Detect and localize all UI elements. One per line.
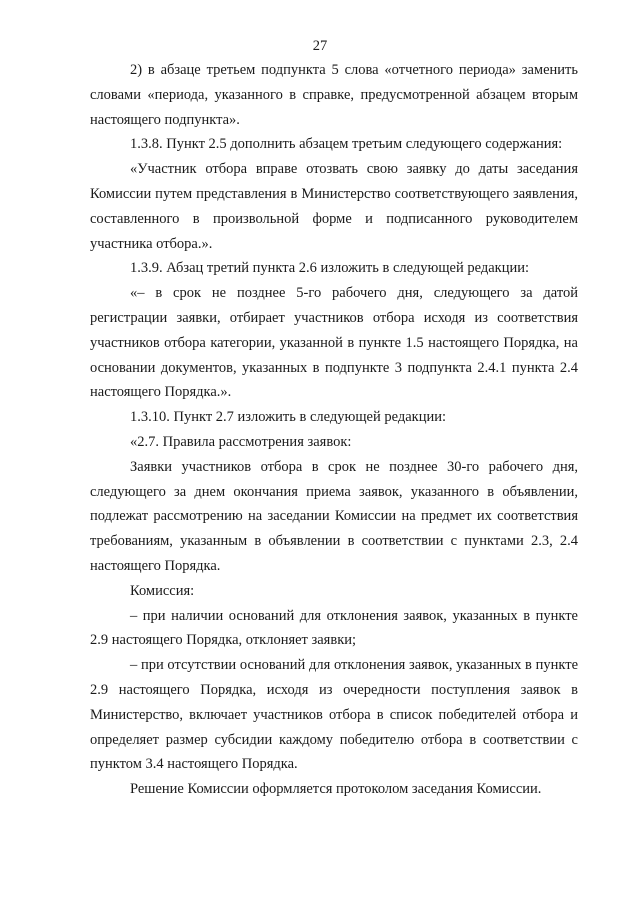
paragraph: 1.3.10. Пункт 2.7 изложить в следующей редакции: (130, 409, 447, 426)
paragraph: «2.7. Правила рассмотрения заявок: (130, 433, 352, 450)
document-body (90, 58, 578, 802)
paragraph: 1.3.9. Абзац третий пункта 2.6 изложить в следующей редакции: (130, 260, 529, 277)
paragraph: «– в срок не позднее 5-го рабочего дня, следующего за датой регистрации заявки, отбирает участников отбора исходя из соответствия участников отбора категории, указанной в пункте 1.5 настоящего Порядка, на основании документов, указанных в подпункте 3 подпункта 2.4.1 пункта 2.4 настоящего Порядка.». (90, 285, 578, 401)
paragraph: 2) в абзаце третьем подпункта 5 слова «отчетного периода» заменить словами «периода, указанного в справке, предусмотренной абзацем вторым настоящего подпункта». (90, 62, 578, 128)
paragraph: Комиссия: (130, 582, 195, 599)
paragraph: – при отсутствии оснований для отклонения заявок, указанных в пункте 2.9 настоящего Порядка, исходя из очередности поступления заявок в Министерство, включает участников отбора в список победителей отбора и определяет размер субсидии каждому победителю отбора в соответствии с пунктом 3.4 настоящего Порядка. (90, 657, 578, 773)
paragraph: Решение Комиссии оформляется протоколом заседания Комиссии. (130, 781, 542, 798)
paragraph: – при наличии оснований для отклонения заявок, указанных в пункте 2.9 настоящего Порядка, отклоняет заявки; (90, 607, 578, 649)
paragraph: 1.3.8. Пункт 2.5 дополнить абзацем третьим следующего содержания: (130, 136, 563, 153)
paragraph: Заявки участников отбора в срок не позднее 30-го рабочего дня, следующего за днем окончания приема заявок, указанного в объявлении, подлежат рассмотрению на заседании Комиссии на предмет их соответствия требованиям, указанным в объявлении в соответствии с пунктами 2.3, 2.4 настоящего Порядка. (90, 458, 578, 574)
paragraph: «Участник отбора вправе отозвать свою заявку до даты заседания Комиссии путем представления в Министерство соответствующего заявления, составленного в произвольной форме и подписанного руководителем участника отбора.». (90, 161, 578, 252)
page-number: 27 (312, 38, 328, 54)
